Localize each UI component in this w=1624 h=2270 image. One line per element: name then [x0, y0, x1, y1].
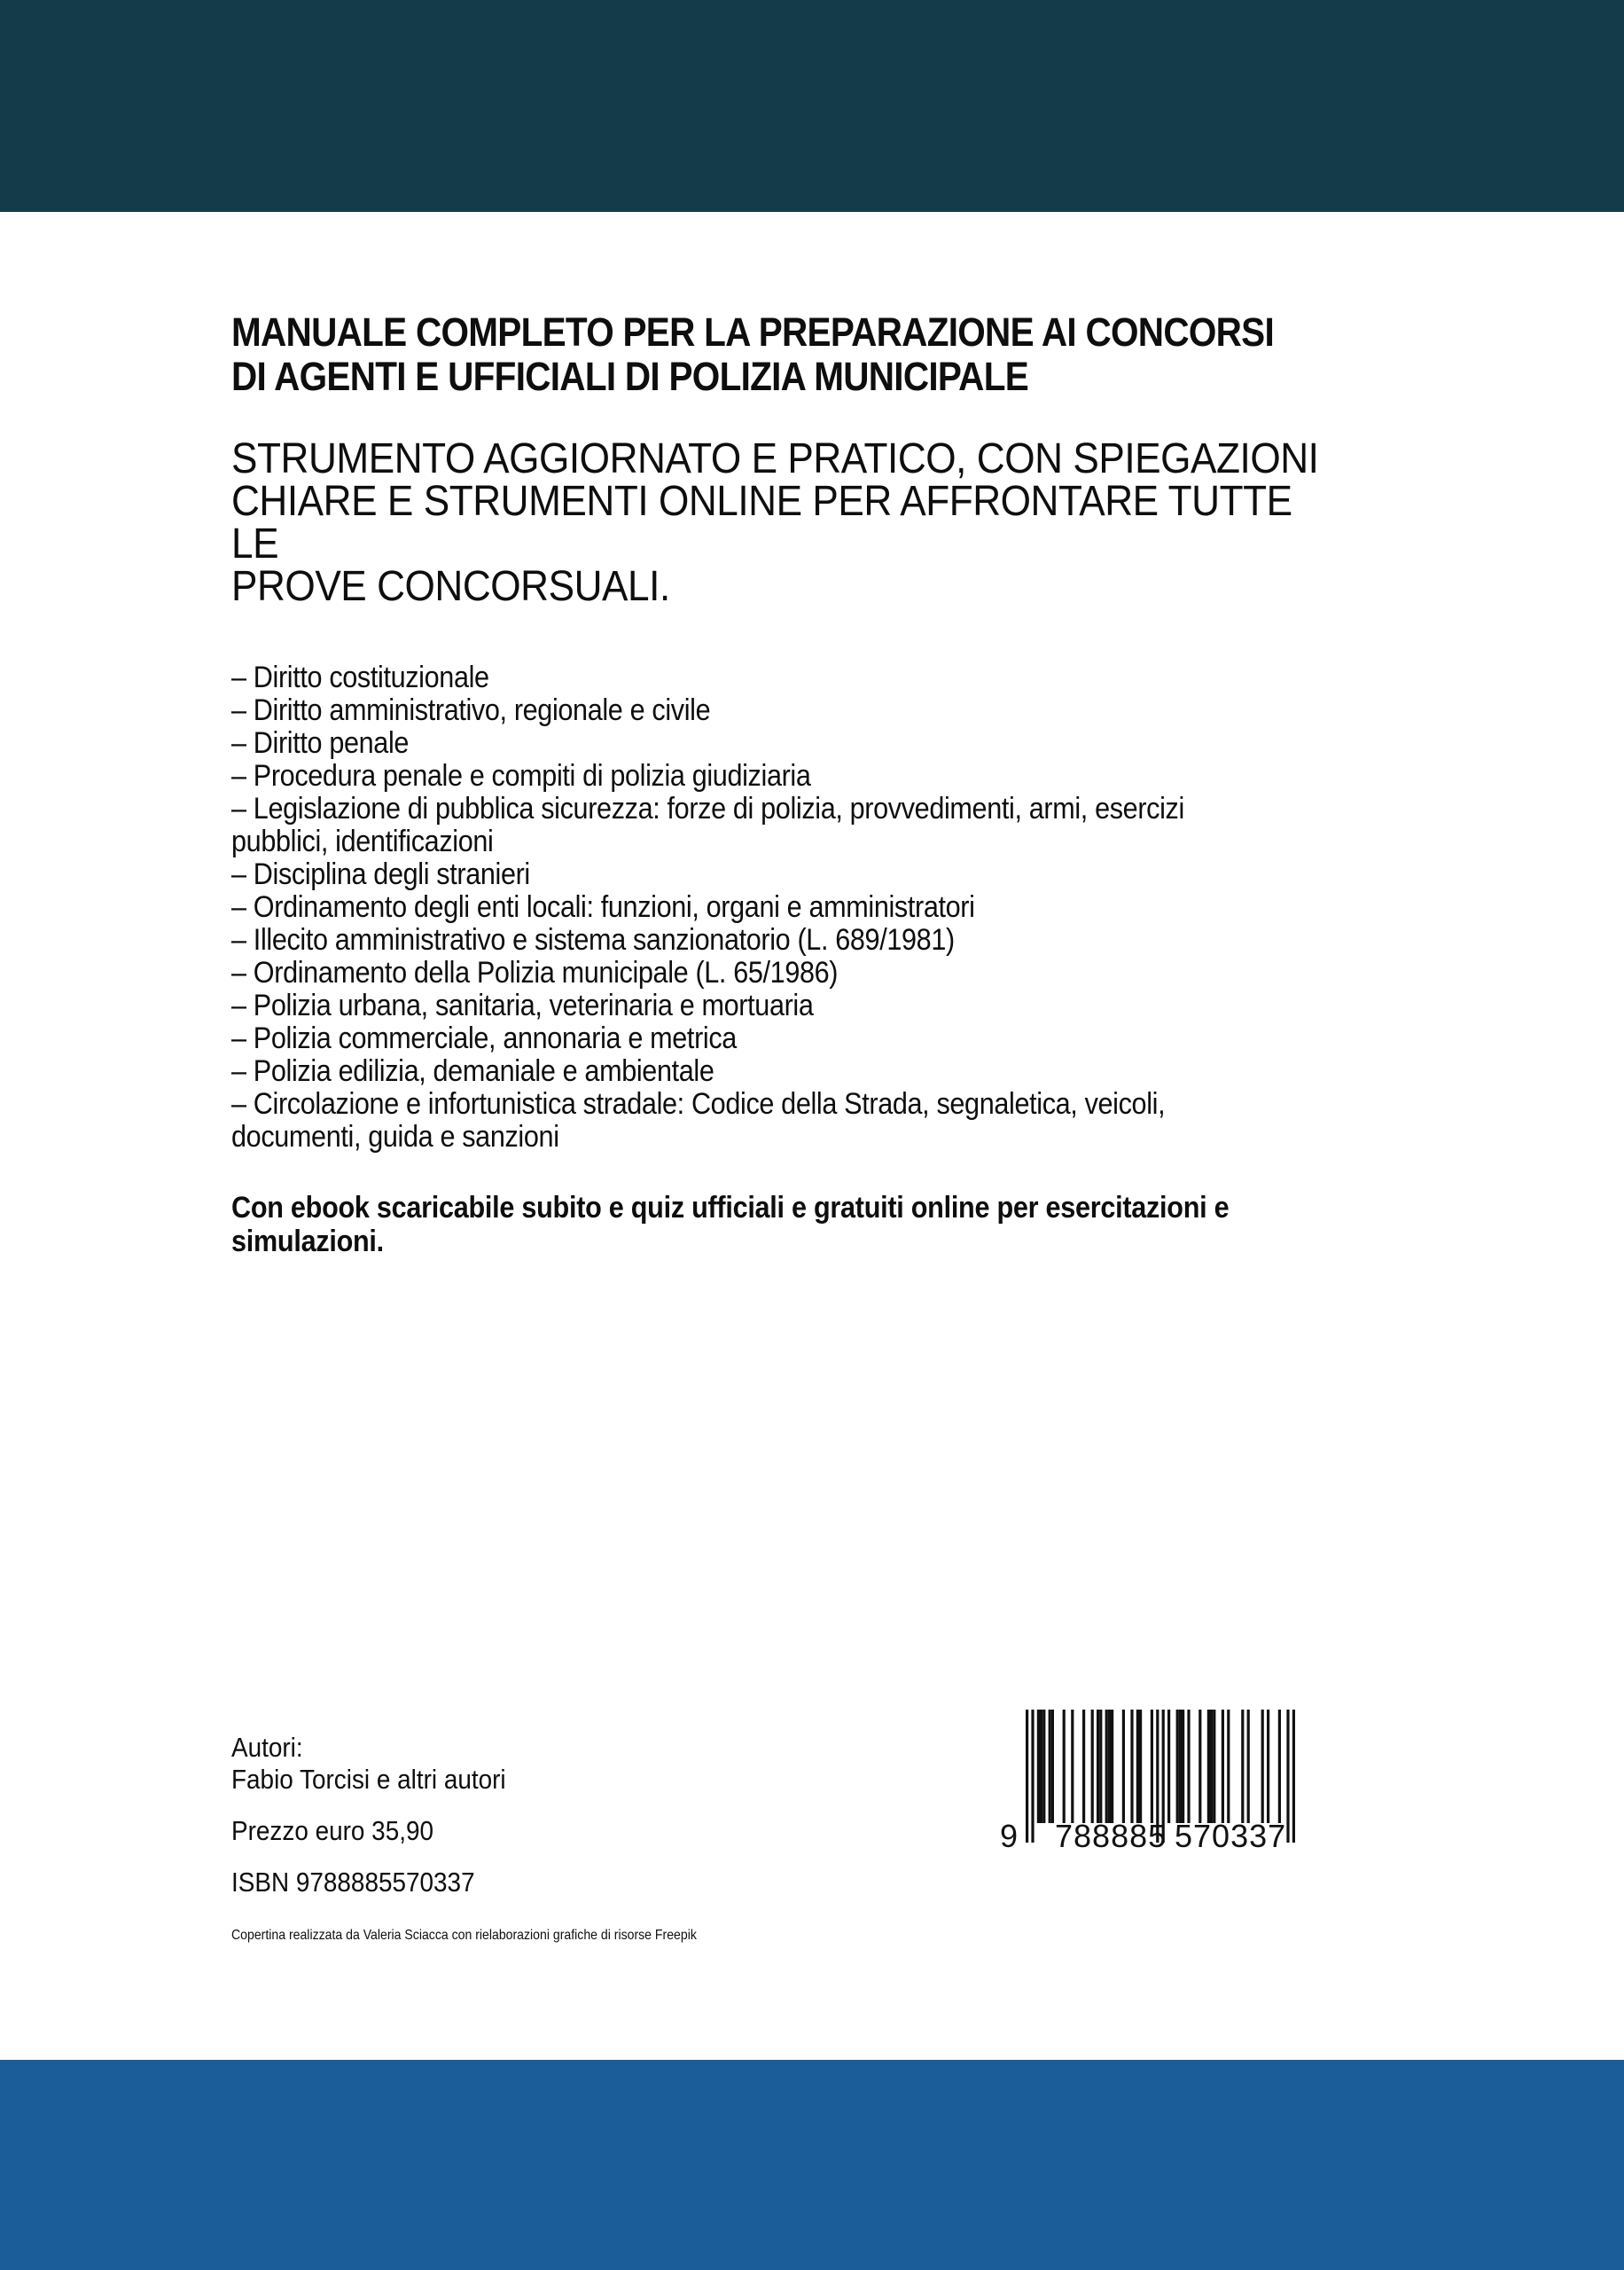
- barcode-bar: [1108, 1710, 1111, 1823]
- authors-value: Fabio Torcisi e altri autori: [231, 1764, 506, 1795]
- topic-line: – Ordinamento degli enti locali: funzioni, organi e amministratori: [231, 890, 975, 924]
- promo-line: Con ebook scaricabile subito e quiz ufficiali e gratuiti online per esercitazioni e: [231, 1191, 1230, 1225]
- topic-line: – Diritto costituzionale: [231, 661, 489, 694]
- barcode-bar: [1049, 1710, 1051, 1823]
- price: Prezzo euro 35,90: [231, 1815, 433, 1846]
- topics-list: [231, 661, 1372, 1154]
- barcode-bar: [1151, 1710, 1153, 1823]
- barcode-bar: [1105, 1710, 1108, 1823]
- barcode-bar: [1136, 1710, 1139, 1823]
- barcode-bar: [1051, 1710, 1054, 1823]
- barcode-bar: [1167, 1710, 1170, 1823]
- barcode-bar: [1187, 1710, 1190, 1823]
- barcode-bar: [1179, 1710, 1182, 1823]
- barcode-bar: [1097, 1710, 1099, 1823]
- barcode-bar: [1227, 1710, 1230, 1823]
- barcode-bar: [1198, 1710, 1201, 1823]
- barcode-left-group: 788885: [1055, 1818, 1167, 1854]
- book-title: [231, 310, 1364, 399]
- topic-line: – Polizia edilizia, demaniale e ambientale: [231, 1054, 714, 1088]
- topic-line: – Circolazione e infortunistica stradale: Codice della Strada, segnaletica, veicoli,: [231, 1087, 1166, 1121]
- subtitle-line: STRUMENTO AGGIORNATO E PRATICO, CON SPIEGAZIONI: [231, 435, 1319, 482]
- barcode-bar: [1042, 1710, 1045, 1823]
- barcode-lead-digit: 9: [1000, 1818, 1019, 1854]
- barcode-bar: [1082, 1710, 1085, 1823]
- barcode-bar: [1182, 1710, 1184, 1823]
- barcode-bar: [1122, 1710, 1125, 1823]
- isbn: ISBN 9788885570337: [231, 1867, 475, 1898]
- barcode-bar: [1176, 1710, 1179, 1823]
- barcode-right-group: 570337: [1175, 1818, 1287, 1854]
- topic-line: – Ordinamento della Polizia municipale (L. 65/1986): [231, 956, 839, 990]
- cover-credits: Copertina realizzata da Valeria Sciacca con rielaborazioni grafiche di risorse Freepik: [231, 1928, 697, 1943]
- barcode-bar: [1037, 1710, 1040, 1823]
- barcode-bar: [1063, 1710, 1066, 1823]
- title-line: DI AGENTI E UFFICIALI DI POLIZIA MUNICIPALE: [231, 354, 1029, 399]
- topic-line: – Procedura penale e compiti di polizia giudiziaria: [231, 759, 811, 793]
- authors-label: Autori:: [231, 1732, 303, 1763]
- barcode-bar: [1040, 1710, 1042, 1823]
- book-subtitle: [231, 435, 1332, 610]
- topic-line: documenti, guida e sanzioni: [231, 1120, 559, 1154]
- topic-line: pubblici, identificazioni: [231, 825, 494, 858]
- barcode-digits: [997, 1818, 1312, 1859]
- topic-line: – Illecito amministrativo e sistema sanzionatorio (L. 689/1981): [231, 923, 955, 957]
- topic-line: – Diritto penale: [231, 726, 410, 760]
- barcode-bar: [1267, 1710, 1269, 1823]
- book-info: [231, 1732, 790, 1898]
- barcode-bar: [1139, 1710, 1142, 1823]
- barcode-bar: [1071, 1710, 1074, 1823]
- promo-text: [231, 1191, 1372, 1258]
- barcode-bar: [1099, 1710, 1102, 1823]
- back-cover-text: [231, 310, 1384, 1258]
- isbn-barcode: [997, 1710, 1312, 1859]
- topic-line: – Diritto amministrativo, regionale e civile: [231, 693, 711, 727]
- barcode-bar: [1261, 1710, 1264, 1823]
- topic-line: – Disciplina degli stranieri: [231, 857, 530, 891]
- top-color-band: [0, 0, 1624, 212]
- topic-line: – Legislazione di pubblica sicurezza: forze di polizia, provvedimenti, armi, esercizi: [231, 792, 1184, 826]
- barcode-bar: [1247, 1710, 1250, 1823]
- promo-line: simulazioni.: [231, 1225, 384, 1258]
- topic-line: – Polizia commerciale, annonaria e metrica: [231, 1022, 737, 1055]
- barcode-bar: [1213, 1710, 1215, 1823]
- barcode-bar: [1091, 1710, 1094, 1823]
- barcode-bar: [1210, 1710, 1213, 1823]
- barcode-bar: [1241, 1710, 1244, 1823]
- title-line: MANUALE COMPLETO PER LA PREPARAZIONE AI CONCORSI: [231, 309, 1275, 355]
- bottom-color-band: [0, 2060, 1624, 2270]
- subtitle-line: PROVE CONCORSUALI.: [231, 563, 670, 610]
- barcode-bar: [1130, 1710, 1133, 1823]
- topic-line: – Polizia urbana, sanitaria, veterinaria e mortuaria: [231, 989, 814, 1022]
- barcode-bar: [1111, 1710, 1113, 1823]
- barcode-bar: [1222, 1710, 1224, 1823]
- subtitle-line: CHIARE E STRUMENTI ONLINE PER AFFRONTARE TUTTE LE: [231, 478, 1292, 568]
- barcode-bar: [1207, 1710, 1210, 1823]
- barcode-bar: [1278, 1710, 1281, 1823]
